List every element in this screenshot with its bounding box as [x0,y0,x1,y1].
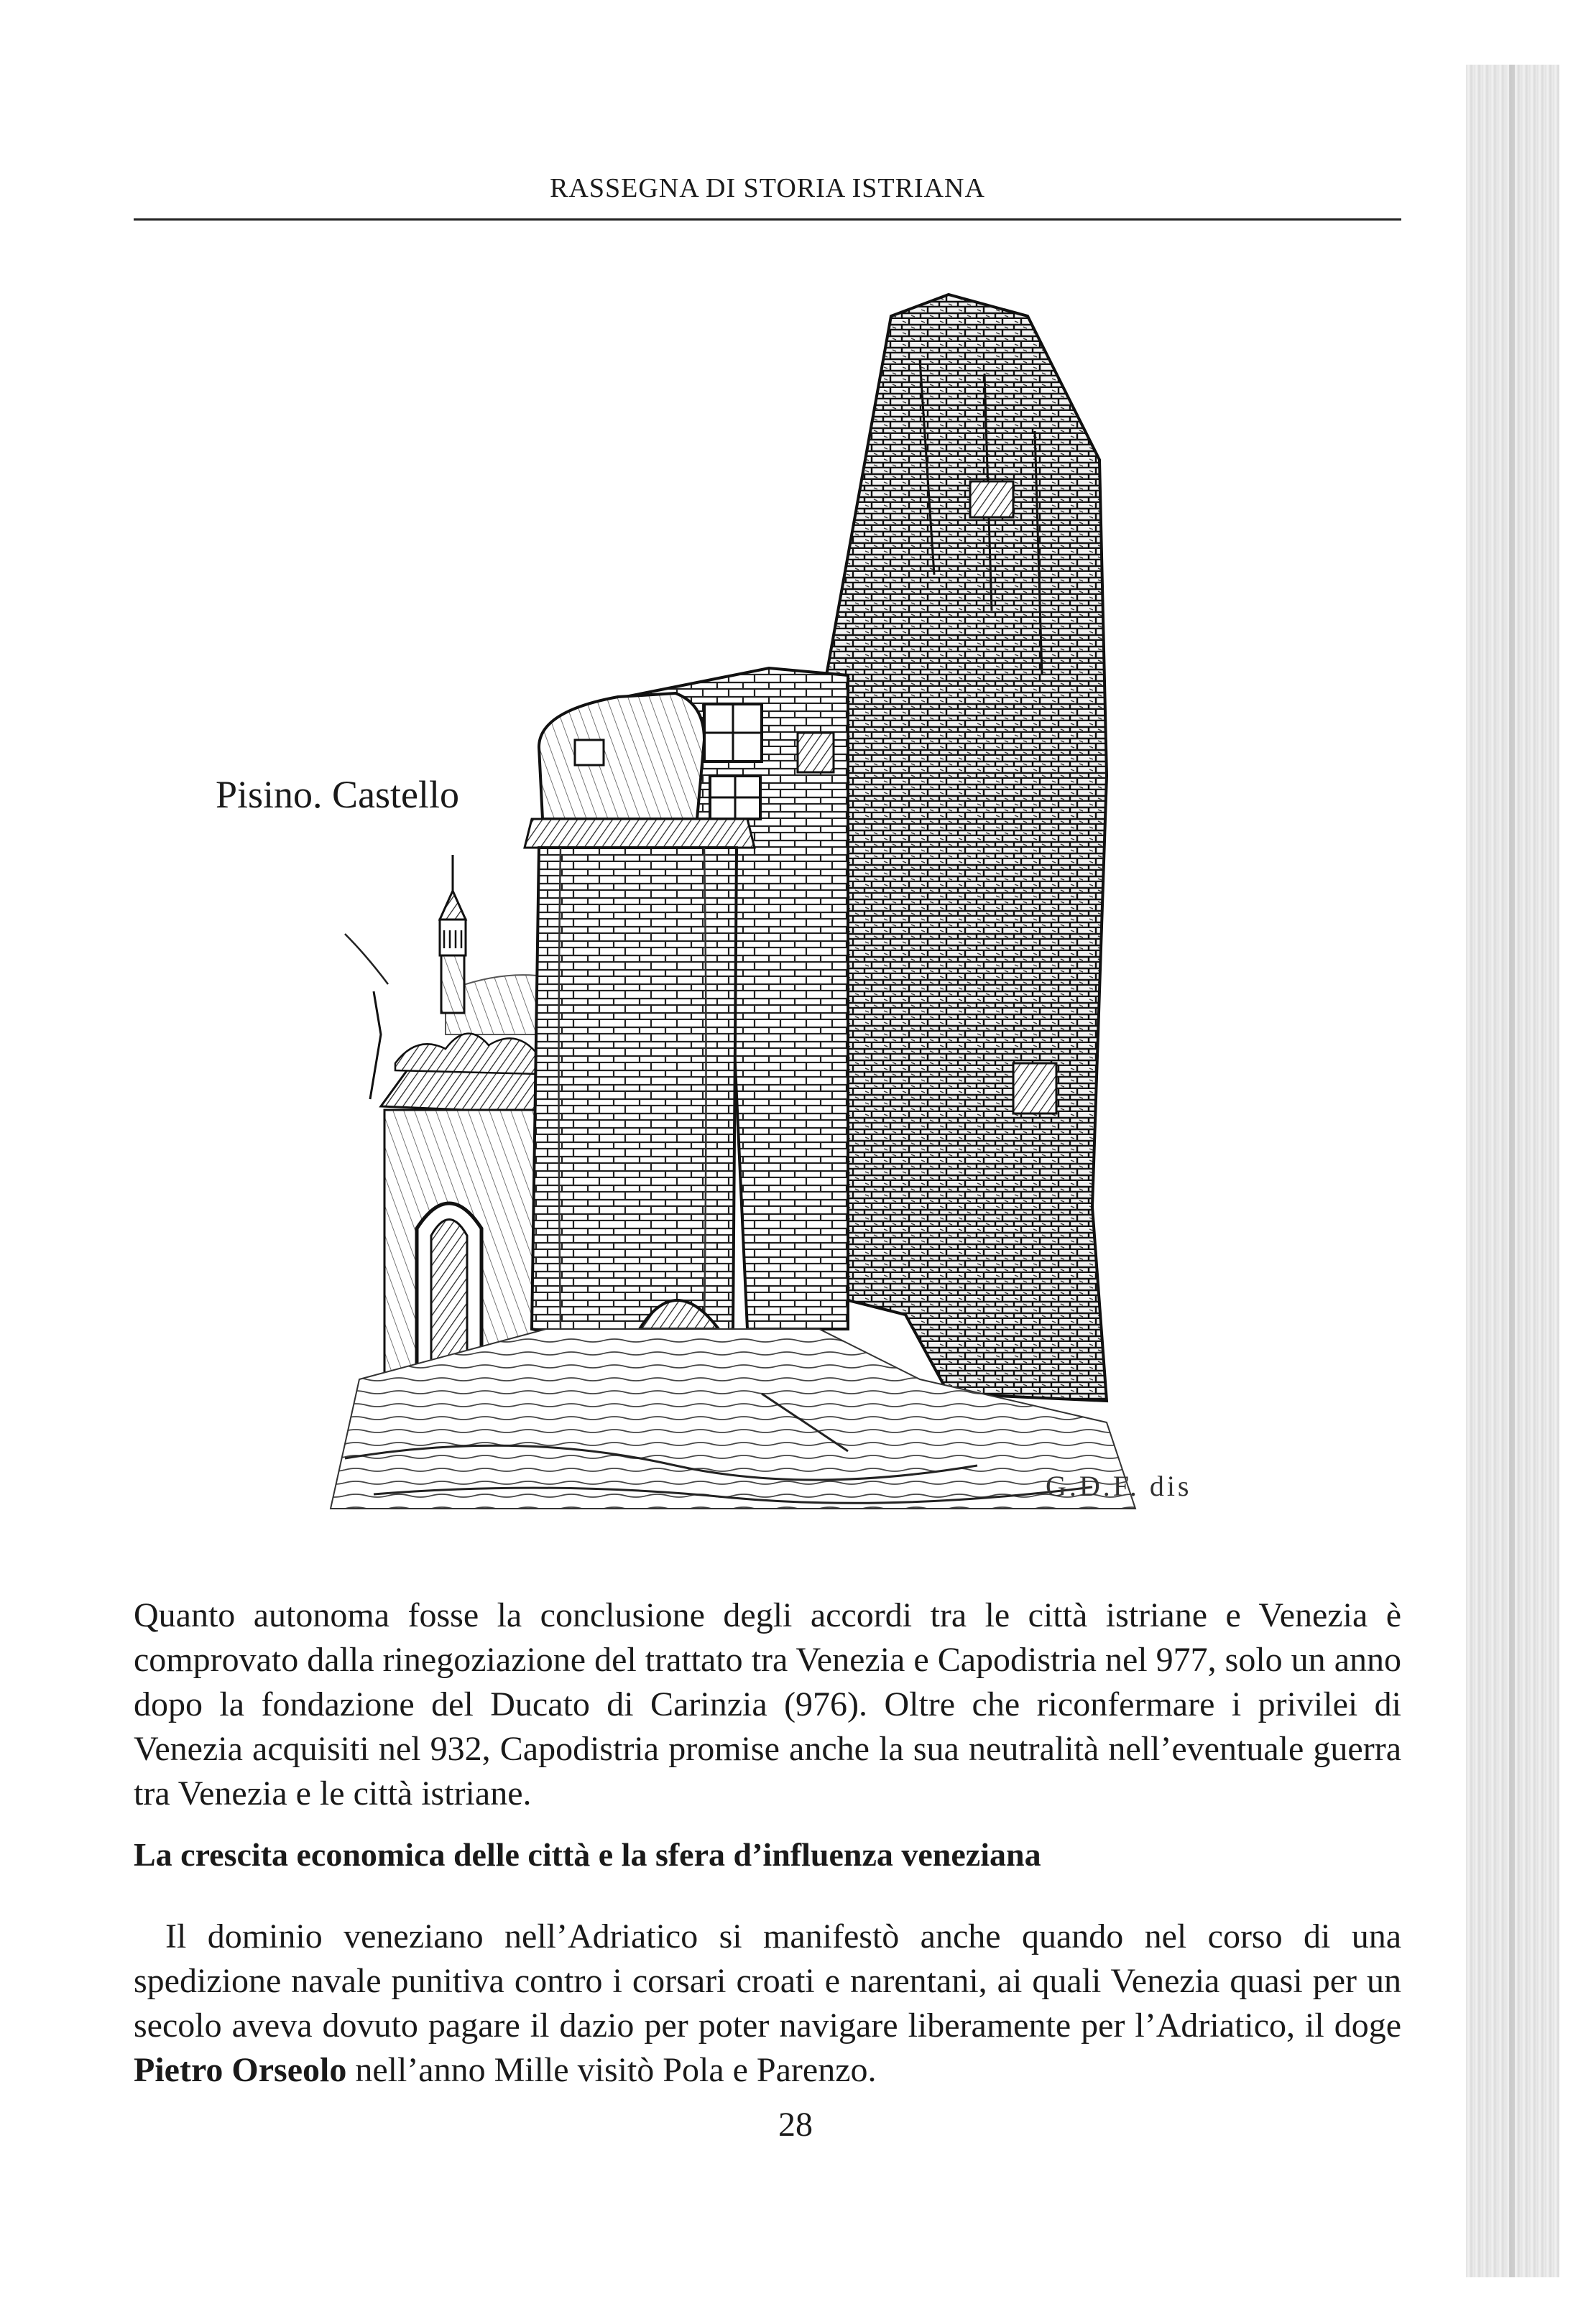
figure-caption: Pisino. Castello [216,773,460,816]
doge-name: Pietro Orseolo [134,2051,347,2089]
castle-wall [819,295,1107,1401]
paragraph-2-text-a: Il dominio veneziano nell’Adriatico si manifestò anche quando nel corso di una spedizione navale punitiva contro i corsari croati e narentani, ai quali Venezia quasi per un secolo aveva dovuto pagare il dazio per poter navigare liberamente per l’Adriatico, il doge [134,1917,1401,2045]
page-number: 28 [778,2106,813,2144]
paragraph-2-text-b: nell’anno Mille visitò Pola e Parenzo. [346,2051,877,2089]
section-heading: La crescita economica delle città e la sfera d’influenza veneziana [134,1836,1041,1873]
artist-signature: G.D.F. dis [1046,1470,1192,1502]
body-paragraph-2 [134,1915,1401,2093]
castle-illustration [302,273,1236,1537]
running-head: RASSEGNA DI STORIA ISTRIANA [550,173,985,203]
bell-tower [440,855,466,1013]
header-rule [134,218,1401,221]
scan-page-edge-line [1509,65,1515,2277]
body-paragraph-1: Quanto autonoma fosse la conclusione degli accordi tra le città istriane e Venezia è comprovato dalla rinegoziazione del trattato tra Venezia e Capodistria nel 977, solo un anno dopo la fondazione del Ducato di Carinzia (976). Oltre che riconfermare i privilei di Venezia acquisiti nel 932, Capodistria promise anche la sua neutralità nell’eventuale guerra tra Venezia e le città istriane. [134,1596,1401,1813]
